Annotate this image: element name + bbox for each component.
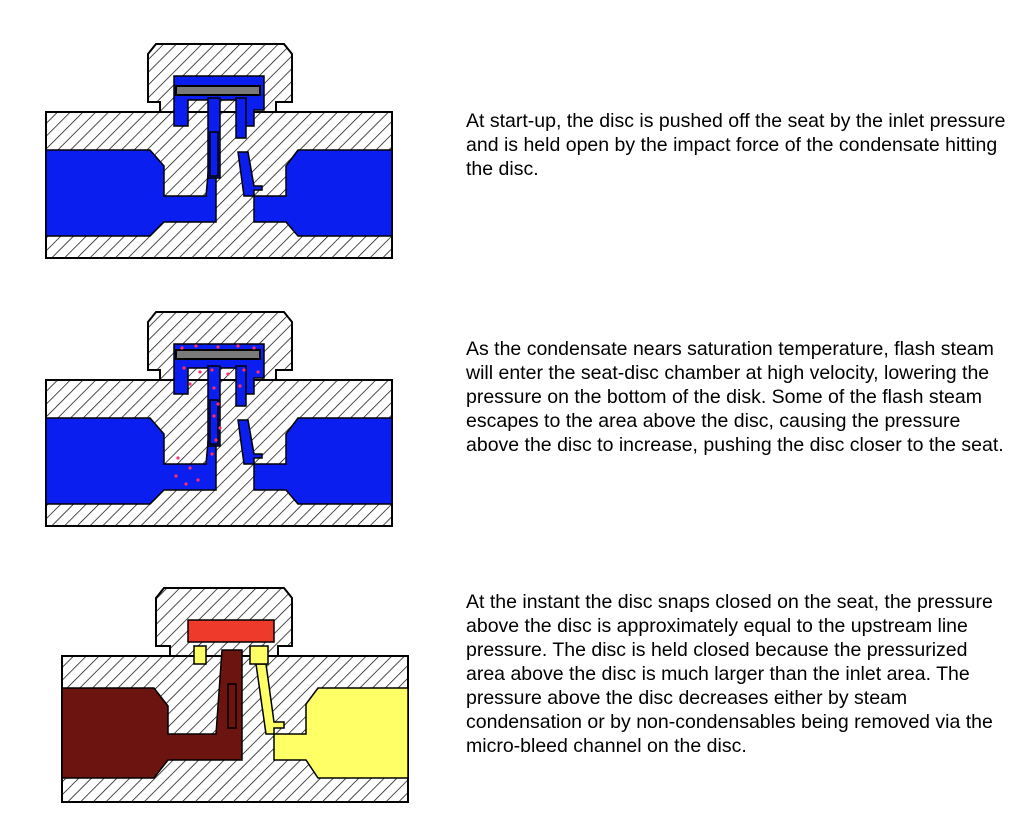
disc [176, 86, 260, 95]
closed-disc-diagram [56, 584, 416, 806]
start-up-description: At start-up, the disc is pushed off the seat by the inlet pressure and is held open by the impact force of the condensate hitting the disc. [466, 110, 1006, 180]
disc [176, 350, 260, 359]
downstream-area-upper-right [250, 646, 268, 664]
start-up-diagram [40, 40, 400, 262]
flash-steam-description: As the condensate nears saturation temperature, flash steam will enter the seat-disc chamber at high velocity, lowering the pressure on the bottom of the disk. Some of the flash steam escapes to the area above the disc, causing the pressure above the disc to increase, pushing the disc closer to the seat. [466, 338, 1004, 456]
pressurized-chamber [188, 620, 274, 642]
downstream-area-upper [194, 646, 206, 664]
flash-steam-diagram [40, 308, 400, 530]
closed-disc-description: At the instant the disc snaps closed on the seat, the pressure above the disc is approximately equal to the upstream line pressure. The disc is held closed because the pressurized area above the disc is much larger than the inlet area. The pressure above the disc decreases either by steam condensation or by non-condensables being removed via the micro-bleed channel on the disc. [466, 591, 993, 757]
